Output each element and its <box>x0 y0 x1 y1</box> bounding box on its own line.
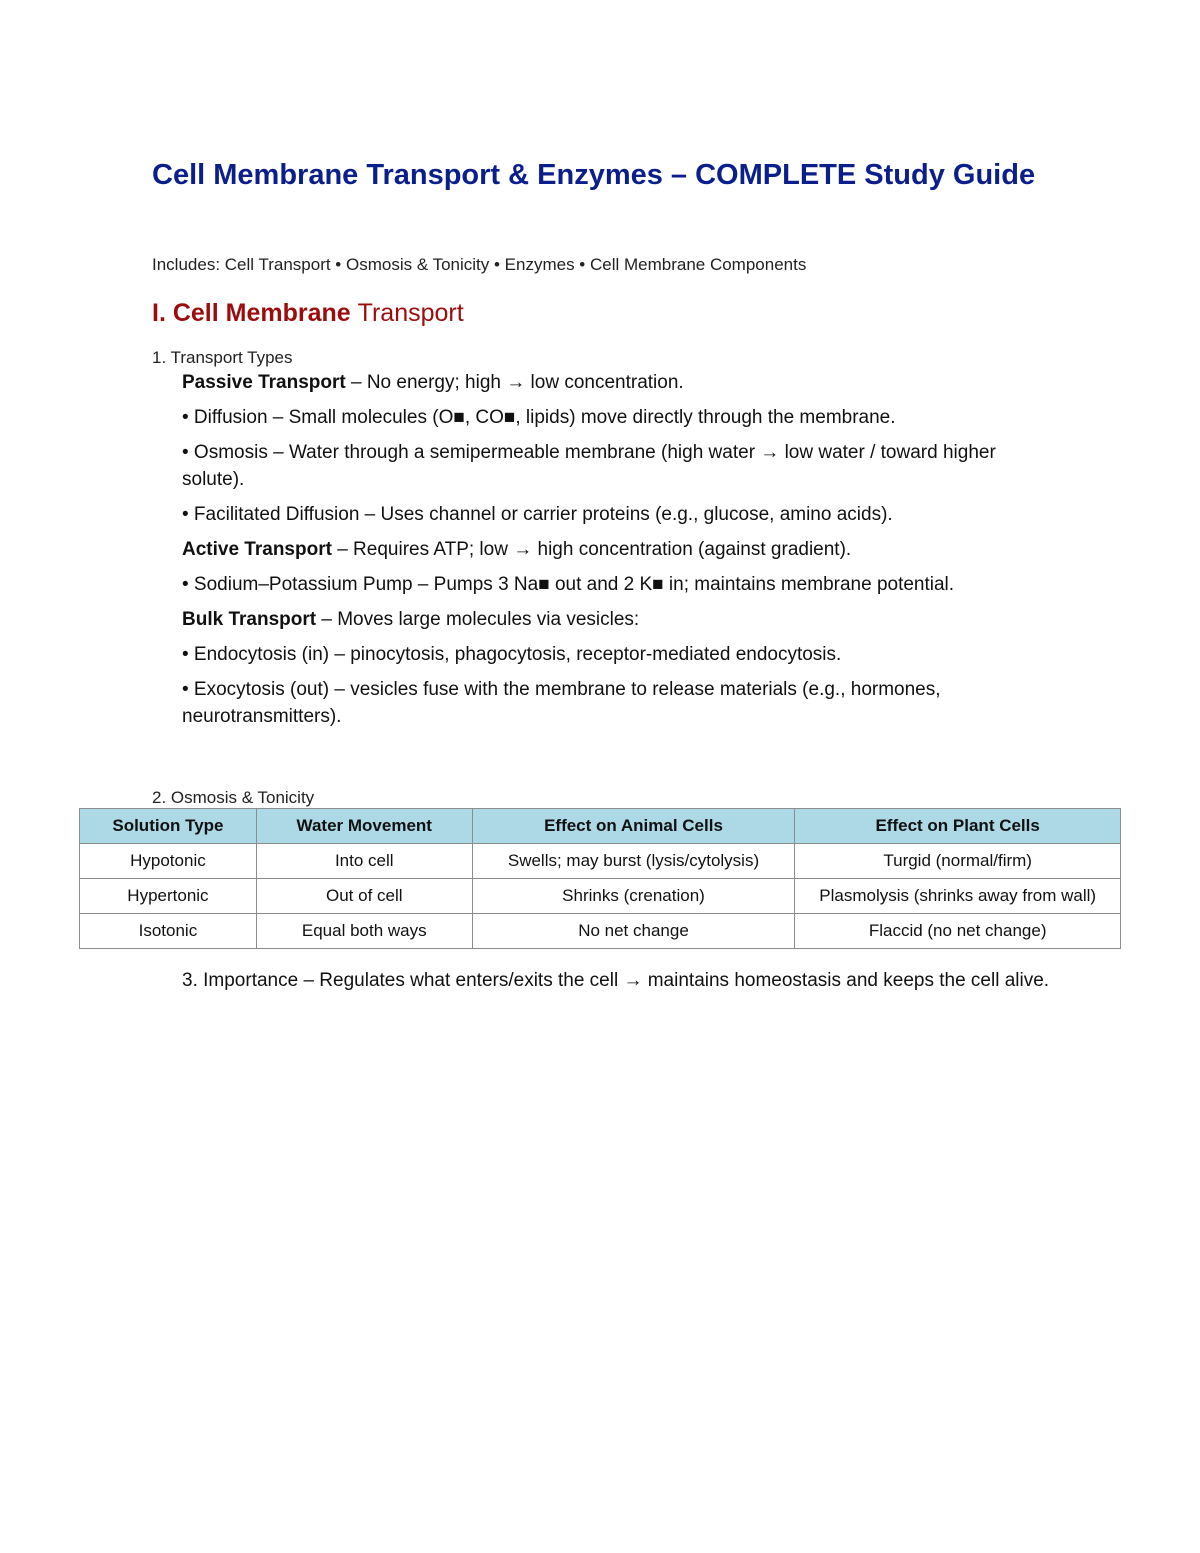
table-cell: No net change <box>472 914 795 949</box>
facilitated-diffusion-bullet: • Facilitated Diffusion – Uses channel or carrier proteins (e.g., glucose, amino acids). <box>182 504 893 525</box>
table-row <box>80 879 1121 914</box>
table-header-cell: Effect on Plant Cells <box>795 809 1121 844</box>
active-transport-label: Active Transport <box>182 539 332 560</box>
table-cell: Hypotonic <box>80 844 257 879</box>
bulk-transport-text: – Moves large molecules via vesicles: <box>316 609 640 630</box>
table-cell: Turgid (normal/firm) <box>795 844 1121 879</box>
sodium-potassium-pump-bullet: • Sodium–Potassium Pump – Pumps 3 Na■ out and 2 K■ in; maintains membrane potential. <box>182 574 955 595</box>
table-cell: Into cell <box>256 844 472 879</box>
subheading-transport-types: 1. Transport Types <box>152 348 293 367</box>
section-heading-bold: I. Cell Membrane <box>152 299 358 327</box>
table-header-row <box>80 809 1121 844</box>
subheading-osmosis-tonicity: 2. Osmosis & Tonicity <box>152 788 315 807</box>
endocytosis-bullet: • Endocytosis (in) – pinocytosis, phagocytosis, receptor-mediated endocytosis. <box>182 644 842 665</box>
diffusion-bullet: • Diffusion – Small molecules (O■, CO■, lipids) move directly through the membrane. <box>182 407 896 428</box>
importance-paragraph: 3. Importance – Regulates what enters/exits the cell → maintains homeostasis and keeps the cell alive. <box>182 970 1050 991</box>
passive-transport-line <box>182 369 1062 396</box>
section-heading-normal: Transport <box>357 299 464 327</box>
active-transport-text: – Requires ATP; low → high concentration (against gradient). <box>331 539 852 560</box>
table-cell: Hypertonic <box>80 879 257 914</box>
table-row <box>80 914 1121 949</box>
table-cell: Out of cell <box>256 879 472 914</box>
passive-transport-label: Passive Transport <box>182 372 346 393</box>
transport-types-block <box>182 369 1062 730</box>
table-cell: Shrinks (crenation) <box>472 879 795 914</box>
table-header-cell: Solution Type <box>80 809 257 844</box>
table-row <box>80 844 1121 879</box>
section-heading-transport <box>152 296 464 330</box>
table-cell: Isotonic <box>80 914 257 949</box>
bulk-transport-line <box>182 606 1062 633</box>
table-header-cell: Water Movement <box>256 809 472 844</box>
passive-transport-text: – No energy; high → low concentration. <box>345 372 684 393</box>
active-transport-line <box>182 536 1062 563</box>
table-cell: Flaccid (no net change) <box>795 914 1121 949</box>
bulk-transport-label: Bulk Transport <box>182 609 317 630</box>
includes-line: Includes: Cell Transport • Osmosis & Tonicity • Enzymes • Cell Membrane Components <box>152 255 807 274</box>
osmosis-bullet: • Osmosis – Water through a semipermeable membrane (high water → low water / toward higher solute). <box>182 442 996 490</box>
table-cell: Equal both ways <box>256 914 472 949</box>
exocytosis-bullet: • Exocytosis (out) – vesicles fuse with the membrane to release materials (e.g., hormones, neurotransmitters). <box>182 679 941 727</box>
tonicity-table <box>79 808 1121 949</box>
page-title: Cell Membrane Transport & Enzymes – COMPLETE Study Guide <box>152 159 1036 191</box>
table-header-cell: Effect on Animal Cells <box>472 809 795 844</box>
table-cell: Plasmolysis (shrinks away from wall) <box>795 879 1121 914</box>
table-cell: Swells; may burst (lysis/cytolysis) <box>472 844 795 879</box>
